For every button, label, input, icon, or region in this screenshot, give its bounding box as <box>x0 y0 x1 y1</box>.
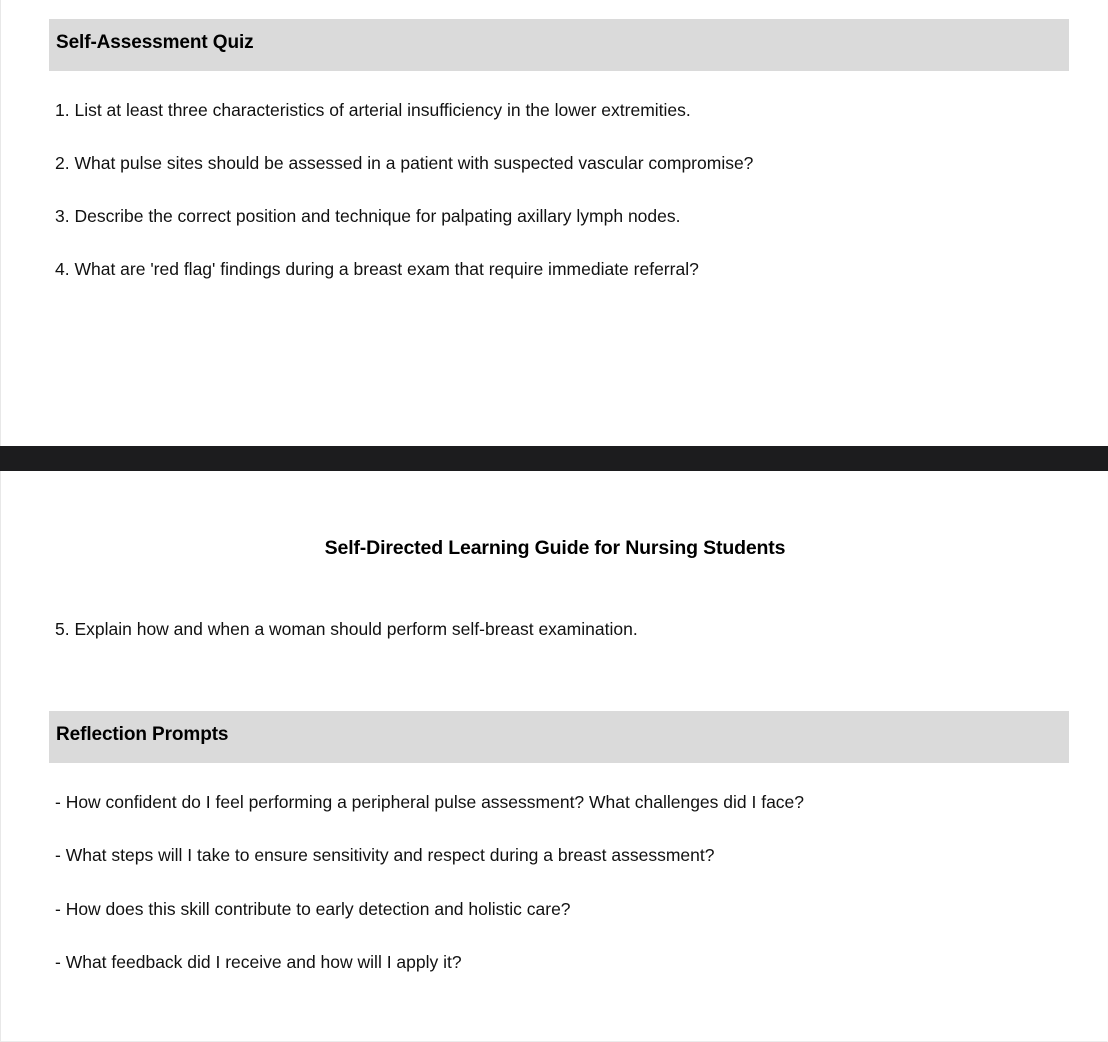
reflection-prompt-2: - What steps will I take to ensure sensitivity and respect during a breast assessment? <box>55 845 715 865</box>
section-heading-text: Self-Assessment Quiz <box>56 32 254 53</box>
document-page-1 <box>0 0 1108 446</box>
section-header-reflection-prompts <box>49 711 1069 763</box>
quiz-item-3: 3. Describe the correct position and technique for palpating axillary lymph nodes. <box>55 206 681 226</box>
quiz-item-5: 5. Explain how and when a woman should perform self-breast examination. <box>55 619 638 639</box>
quiz-item-1: 1. List at least three characteristics of arterial insufficiency in the lower extremities. <box>55 100 691 120</box>
reflection-prompt-4: - What feedback did I receive and how will I apply it? <box>55 952 462 972</box>
reflection-prompt-1: - How confident do I feel performing a peripheral pulse assessment? What challenges did I face? <box>55 792 805 812</box>
page-separator <box>0 446 1108 471</box>
quiz-item-2: 2. What pulse sites should be assessed in a patient with suspected vascular compromise? <box>55 153 754 173</box>
section-heading-text: Reflection Prompts <box>56 724 229 745</box>
document-page-2 <box>0 471 1108 1042</box>
reflection-prompt-3: - How does this skill contribute to early detection and holistic care? <box>55 899 571 919</box>
page-title: Self-Directed Learning Guide for Nursing Students <box>324 537 786 559</box>
section-header-self-assessment-quiz <box>49 19 1069 71</box>
quiz-item-4: 4. What are 'red flag' findings during a breast exam that require immediate referral? <box>55 259 699 279</box>
